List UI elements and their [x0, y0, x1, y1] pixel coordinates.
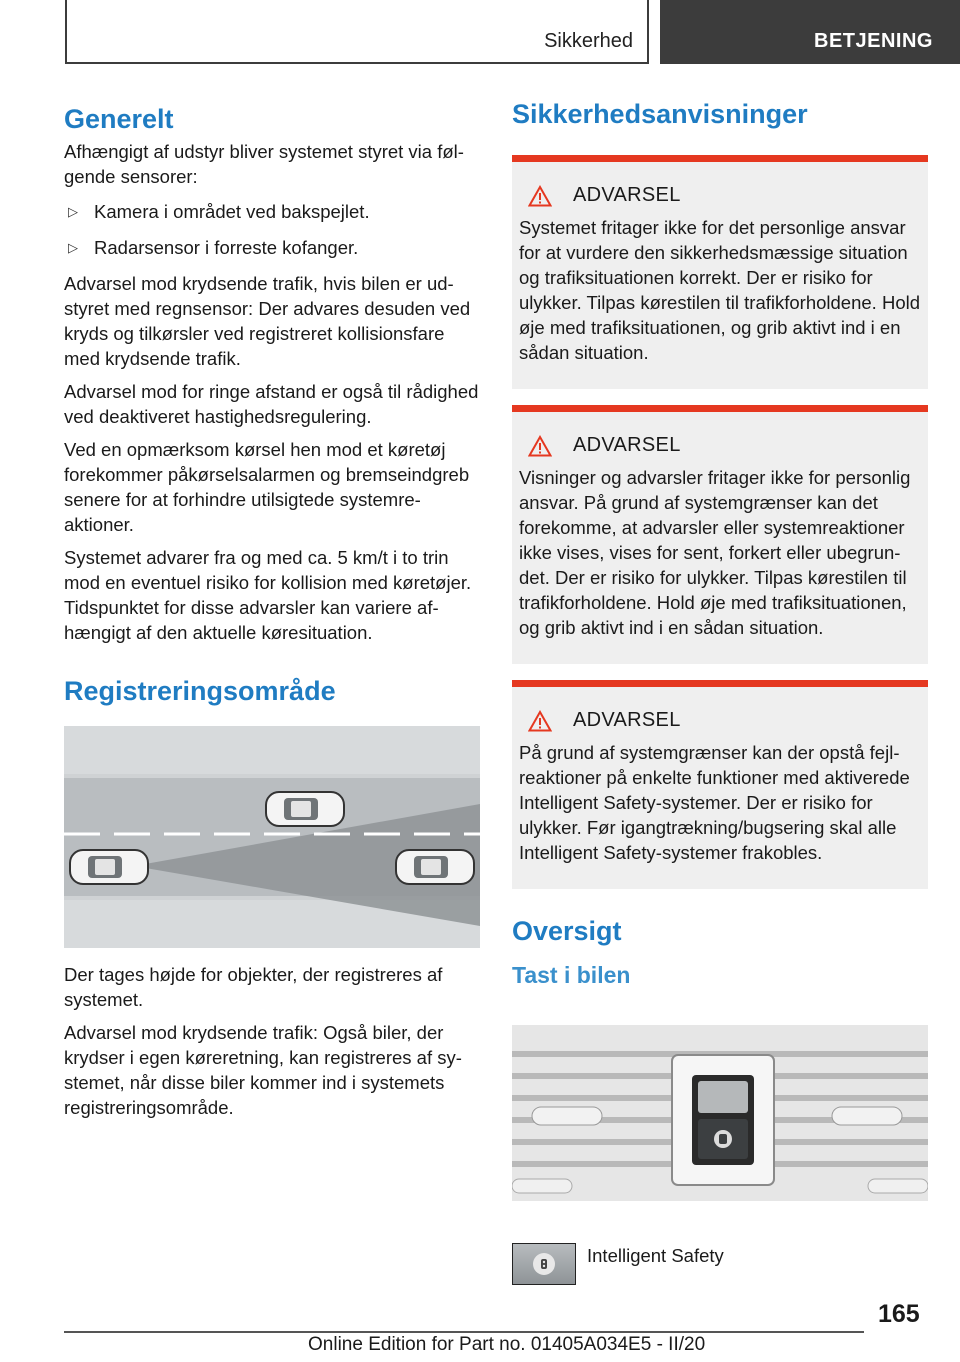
- paragraph: Der tages højde for objekter, der registreres af systemet.: [64, 963, 443, 1010]
- warning-text: På grund af systemgrænser kan der opstå fejlreaktioner på enkelte funktioner med aktiverede Intelligent Safety-systemer. Der er risiko for ulykker. Før igangtrækning/bugsering skal alle Intelligent Safety-systemer frakobles.: [519, 742, 910, 864]
- detection-area-illustration: [64, 726, 480, 948]
- paragraph: Advarsel mod for ringe afstand er også til rådighed ved deaktiveret hastighedsregulering.: [64, 381, 479, 428]
- car-icon: [70, 850, 148, 884]
- overview-heading: Oversigt: [512, 916, 622, 947]
- warning-box: [512, 155, 928, 389]
- triangle-bullet-icon: ▷: [68, 240, 78, 256]
- header-section-box: [65, 0, 649, 64]
- page-number: 165: [878, 1300, 920, 1328]
- paragraph: Advarsel mod krydsende trafik: Også biler, der krydser i egen køreretning, kan registreres af systemet, når disse biler kommer ind i systemets registreringsområde.: [64, 1021, 462, 1118]
- warning-header: [519, 709, 920, 732]
- warning-box: [512, 405, 928, 664]
- list-item: ▷ Kamera i området ved bakspejlet.: [68, 201, 370, 223]
- detection-area-heading: Registreringsområde: [64, 676, 336, 707]
- button-in-car-heading: Tast i bilen: [512, 961, 631, 988]
- paragraph: Advarsel mod krydsende trafik, hvis bilen er udstyret med regnsensor: Der advares desuden ved kryds og tilkørsler ved registreret kollisionsfare med krydsende trafik.: [64, 273, 471, 370]
- warning-text: Systemet fritager ikke for det personlige ansvar for at vurdere den sikkerhedsmæssige situation og trafiksituationen korrekt. Der er risiko for ulykker. Tilpas kørestilen til trafikforholdene. Hold øje med trafiksituationen, og grib aktivt ind i en sådan situation.: [519, 217, 921, 364]
- warning-label: ADVARSEL: [573, 184, 681, 207]
- warning-header: [519, 434, 920, 457]
- left-column: [64, 98, 480, 1120]
- warning-text: Visninger og advarsler fritager ikke for personlig ansvar. På grund af systemgrænser kan det forekomme, at advarsler eller systemreaktioner ikke vises, vises for sent, forkert eller ubegrundet. Der er risiko for ulykker. Tilpas kørestilen til trafikforholdene. Hold øje med trafiksituationen, og grib aktivt ind i en sådan situation.: [519, 467, 911, 639]
- warning-label: ADVARSEL: [573, 709, 681, 732]
- air-vent-button-svg: [512, 1003, 928, 1223]
- paragraph: Systemet advarer fra og med ca. 5 km/t i to trin mod en eventuel risiko for kollision med køretøjer. Tidspunktet for disse advarsler kan variere afhængigt af den aktuelle køresituation.: [64, 547, 472, 644]
- list-item: ▷ Radarsensor i forreste kofanger.: [68, 237, 359, 259]
- warning-label: ADVARSEL: [573, 434, 681, 457]
- header-chapter-tab: [660, 0, 960, 64]
- button-panel-illustration: [512, 1003, 928, 1223]
- right-column: [512, 98, 928, 1285]
- general-heading: Generelt: [64, 104, 174, 134]
- warning-triangle-icon: [528, 710, 552, 732]
- car-icon: [266, 792, 344, 826]
- detection-area-svg: [64, 726, 480, 948]
- car-icon: [396, 850, 474, 884]
- header-chapter-title: BETJENING: [814, 30, 933, 52]
- warning-triangle-icon: [528, 435, 552, 457]
- paragraph: Ved en opmærksom kørsel hen mod et køretøj forekommer påkørselsalarmen og bremseindgreb senere for at forhindre utilsigtede systemreaktioner.: [64, 439, 470, 536]
- safety-heading: Sikkerhedsanvisninger: [512, 99, 808, 129]
- header-section-title: Sikkerhed: [544, 30, 633, 52]
- intelligent-safety-caption: Intelligent Safety: [587, 1245, 724, 1267]
- general-intro: Afhængigt af udstyr bliver systemet styret via følgende sensorer:: [64, 141, 464, 188]
- warning-triangle-icon: [528, 185, 552, 207]
- triangle-bullet-icon: ▷: [68, 204, 78, 220]
- intelligent-safety-button[interactable]: [512, 1243, 576, 1285]
- warning-box: [512, 680, 928, 889]
- intelligent-safety-legend: [512, 1243, 928, 1285]
- footer-divider: [64, 1331, 864, 1333]
- footer-edition: Online Edition for Part no. 01405A034E5 - II/20: [308, 1334, 706, 1355]
- warning-header: [519, 184, 920, 207]
- sensor-list: [64, 199, 480, 260]
- intelligent-safety-icon: [533, 1253, 555, 1275]
